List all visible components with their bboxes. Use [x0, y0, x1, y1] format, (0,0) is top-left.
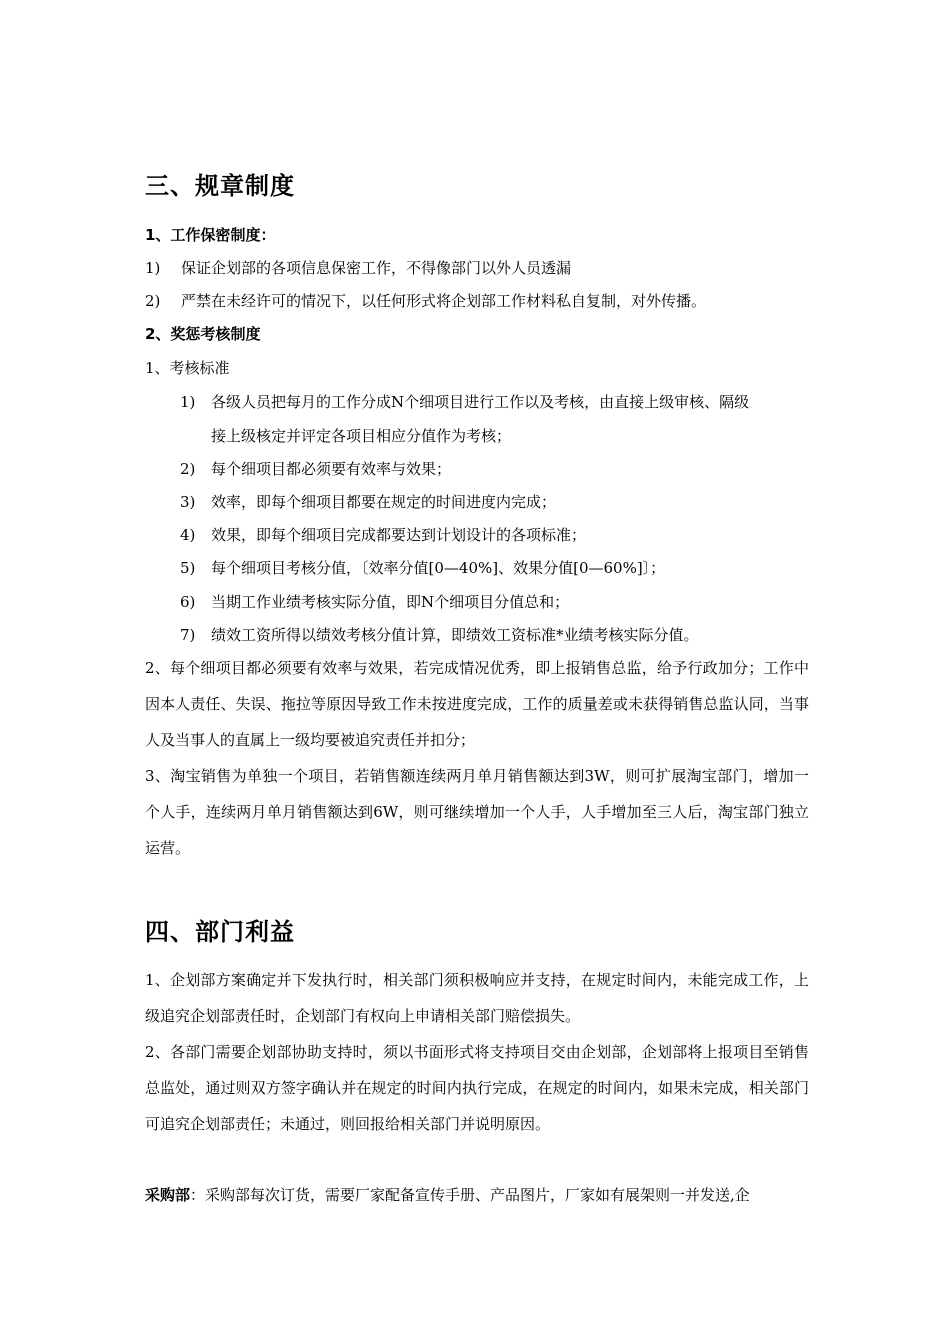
- list-item-text: 每个细项目都必须要有效率与效果；: [211, 460, 452, 478]
- list-item-number: 6): [180, 593, 196, 611]
- list-item-number: 7): [180, 626, 196, 644]
- list-item-number: 4): [180, 526, 196, 544]
- list-item: [180, 624, 699, 645]
- list-item-text: 保证企划部的各项信息保密工作，不得像部门以外人员透漏: [181, 259, 572, 277]
- list-item-text: 严禁在未经许可的情况下，以任何形式将企划部工作材料私自复制，对外传播。: [181, 292, 707, 310]
- list-item-text: 绩效工资所得以绩效考核分值计算，即绩效工资标准*业绩考核实际分值。: [211, 626, 699, 644]
- section-3-title: 三、规章制度: [145, 172, 295, 200]
- confidentiality-heading: 1、工作保密制度：: [145, 226, 276, 244]
- purchase-colon: ：: [190, 1186, 206, 1204]
- reward-paragraph-3: 3、淘宝销售为单独一个项目，若销售额连续两月单月销售额达到3W，则可扩展淘宝部门，增加一个人手，连续两月单月销售额达到6W，则可继续增加一个人手，人手增加至三人后，淘宝部门独立运营。: [145, 767, 809, 857]
- list-item-text: 每个细项目考核分值，〔效率分值[0—40%]、效果分值[0—60%]〕；: [211, 559, 666, 577]
- purchase-text: 采购部每次订货，需要厂家配备宣传手册、产品图片，厂家如有展架则一并发送,企: [205, 1186, 750, 1204]
- interest-paragraph-1: 1、企划部方案确定并下发执行时，相关部门须积极响应并支持，在规定时间内，未能完成工作，上级追究企划部责任时，企划部门有权向上申请相关部门赔偿损失。: [145, 971, 809, 1025]
- list-item-text: 各级人员把每月的工作分成N个细项目进行工作以及考核，由直接上级审核、隔级: [211, 393, 750, 411]
- list-item: [180, 458, 451, 479]
- list-item-text: 效率，即每个细项目都要在规定的时间进度内完成；: [211, 493, 557, 511]
- list-item: [180, 591, 569, 612]
- list-item-number: 5): [180, 559, 196, 577]
- section-4-title: 四、部门利益: [145, 918, 295, 946]
- list-item: [180, 557, 665, 578]
- list-item-number: 2): [180, 460, 196, 478]
- list-item-text: 效果，即每个细项目完成都要达到计划设计的各项标准；: [211, 526, 587, 544]
- list-item: [145, 290, 706, 311]
- list-item-continuation: 接上级核定并评定各项目相应分值作为考核；: [211, 427, 512, 445]
- list-item-number: 1): [180, 393, 196, 411]
- list-item-number: 2): [145, 292, 161, 310]
- list-item: [180, 491, 556, 512]
- interest-paragraph-2: 2、各部门需要企划部协助支持时，须以书面形式将支持项目交由企划部，企划部将上报项目至销售总监处，通过则双方签字确认并在规定的时间内执行完成，在规定的时间内，如果未完成，相关部门可追究企划部责任；未通过，则回报给相关部门并说明原因。: [145, 1043, 809, 1133]
- list-item: [180, 524, 586, 545]
- list-item: [180, 391, 749, 412]
- assessment-sub-heading: 1、考核标准: [145, 359, 230, 377]
- list-item-text: 当期工作业绩考核实际分值，即N个细项目分值总和；: [211, 593, 570, 611]
- purchase-label: 采购部: [145, 1186, 191, 1204]
- list-item-number: 1): [145, 259, 161, 277]
- list-item: [145, 257, 571, 278]
- purchase-paragraph: [145, 1184, 750, 1205]
- list-item-number: 3): [180, 493, 196, 511]
- reward-paragraph-2: 2、每个细项目都必须要有效率与效果，若完成情况优秀，即上报销售总监，给予行政加分；工作中因本人责任、失误、拖拉等原因导致工作未按进度完成，工作的质量差或未获得销售总监认同，当事人及当事人的直属上一级均要被追究责任并扣分；: [145, 659, 809, 749]
- reward-heading: 2、奖惩考核制度: [145, 325, 261, 343]
